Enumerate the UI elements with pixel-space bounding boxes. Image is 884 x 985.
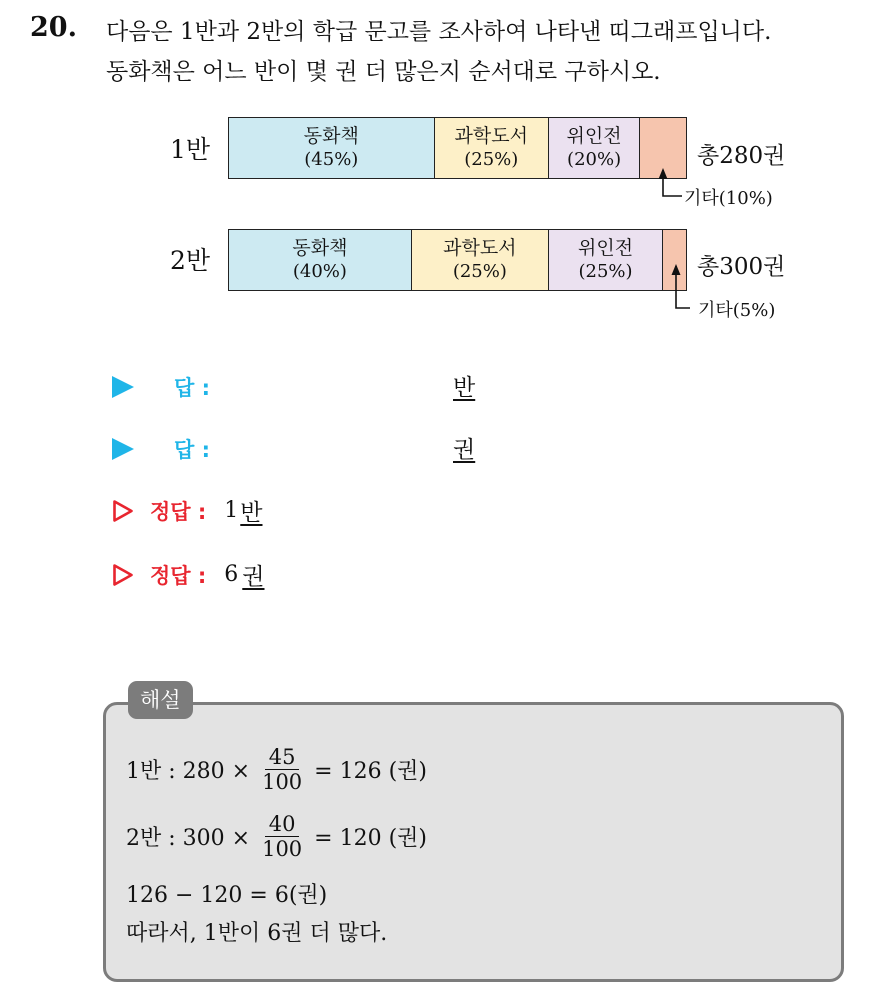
- class2-children-books-segment: [229, 230, 412, 290]
- class1-label: 1반: [170, 135, 211, 164]
- fraction-numerator: 40: [265, 812, 300, 837]
- fraction: [258, 812, 306, 861]
- equation-prefix: 2반 : 300 ×: [126, 826, 251, 852]
- class2-total: 총300권: [697, 254, 786, 280]
- segment-percent: (25%): [452, 260, 507, 282]
- fraction-numerator: 45: [265, 745, 300, 770]
- solution-line-3: 126 − 120 = 6(권): [126, 883, 328, 908]
- correct-answer-unit: 권: [242, 564, 265, 590]
- class1-biographies-segment: [549, 118, 640, 178]
- correct-answer-label: 정답 :: [150, 563, 207, 588]
- class2-bar: [228, 229, 687, 291]
- correct-answer-value: 6: [224, 562, 239, 587]
- class1-bar: [228, 117, 687, 179]
- correct-answer-unit: 반: [240, 500, 263, 526]
- answer-label: 답 :: [174, 438, 210, 462]
- class1-other-arrow-icon: [652, 166, 684, 202]
- class2-other-arrow-icon: [664, 262, 692, 314]
- answer-unit-books[interactable]: 권: [453, 437, 476, 463]
- correct-answer-row-2: [112, 558, 265, 591]
- class1-children-books-segment: [229, 118, 435, 178]
- equation-result: = 126 (권): [314, 759, 428, 785]
- class2-science-books-segment: [412, 230, 549, 290]
- answer-unit-class[interactable]: 반: [453, 375, 476, 401]
- class2-other-label: 기타(5%): [698, 300, 776, 321]
- solution-equation-2: [126, 812, 427, 861]
- class1-other-label: 기타(10%): [684, 188, 773, 209]
- class1-total: 총280권: [697, 143, 786, 169]
- answer-label: 답 :: [174, 376, 210, 400]
- play-triangle-icon: [112, 376, 134, 398]
- fraction: [258, 745, 306, 794]
- question-text-line1: 다음은 1반과 2반의 학급 문고를 조사하여 나타낸 띠그래프입니다.: [106, 19, 772, 45]
- segment-percent: (45%): [304, 148, 359, 170]
- solution-title: 해설: [128, 681, 193, 719]
- fraction-denominator: 100: [262, 837, 303, 862]
- correct-answer-row-1: [112, 494, 263, 527]
- segment-name: 과학도서: [454, 124, 528, 147]
- outline-triangle-icon: [112, 499, 134, 523]
- segment-percent: (25%): [464, 148, 519, 170]
- solution-line-4: 따라서, 1반이 6권 더 많다.: [126, 921, 388, 946]
- play-triangle-icon: [112, 438, 134, 460]
- question-text-line2: 동화책은 어느 반이 몇 권 더 많은지 순서대로 구하시오.: [106, 59, 661, 85]
- solution-equation-1: [126, 745, 427, 794]
- segment-name: 위인전: [566, 124, 622, 147]
- question-number: 20.: [30, 12, 77, 43]
- fraction-denominator: 100: [262, 770, 303, 795]
- class2-label: 2반: [170, 246, 211, 275]
- segment-percent: (40%): [292, 260, 347, 282]
- class2-biographies-segment: [549, 230, 663, 290]
- correct-answer-label: 정답 :: [150, 499, 207, 524]
- segment-name: 위인전: [577, 236, 634, 259]
- segment-name: 동화책: [303, 124, 359, 147]
- segment-name: 동화책: [292, 236, 348, 259]
- segment-name: 과학도서: [443, 236, 517, 259]
- answer-row-2: [112, 434, 210, 464]
- outline-triangle-icon: [112, 563, 134, 587]
- equation-result: = 120 (권): [314, 826, 428, 852]
- correct-answer-value: 1: [224, 498, 239, 523]
- answer-row-1: [112, 372, 210, 402]
- segment-percent: (25%): [578, 260, 633, 282]
- class1-science-books-segment: [435, 118, 549, 178]
- segment-percent: (20%): [567, 148, 622, 170]
- equation-prefix: 1반 : 280 ×: [126, 759, 251, 785]
